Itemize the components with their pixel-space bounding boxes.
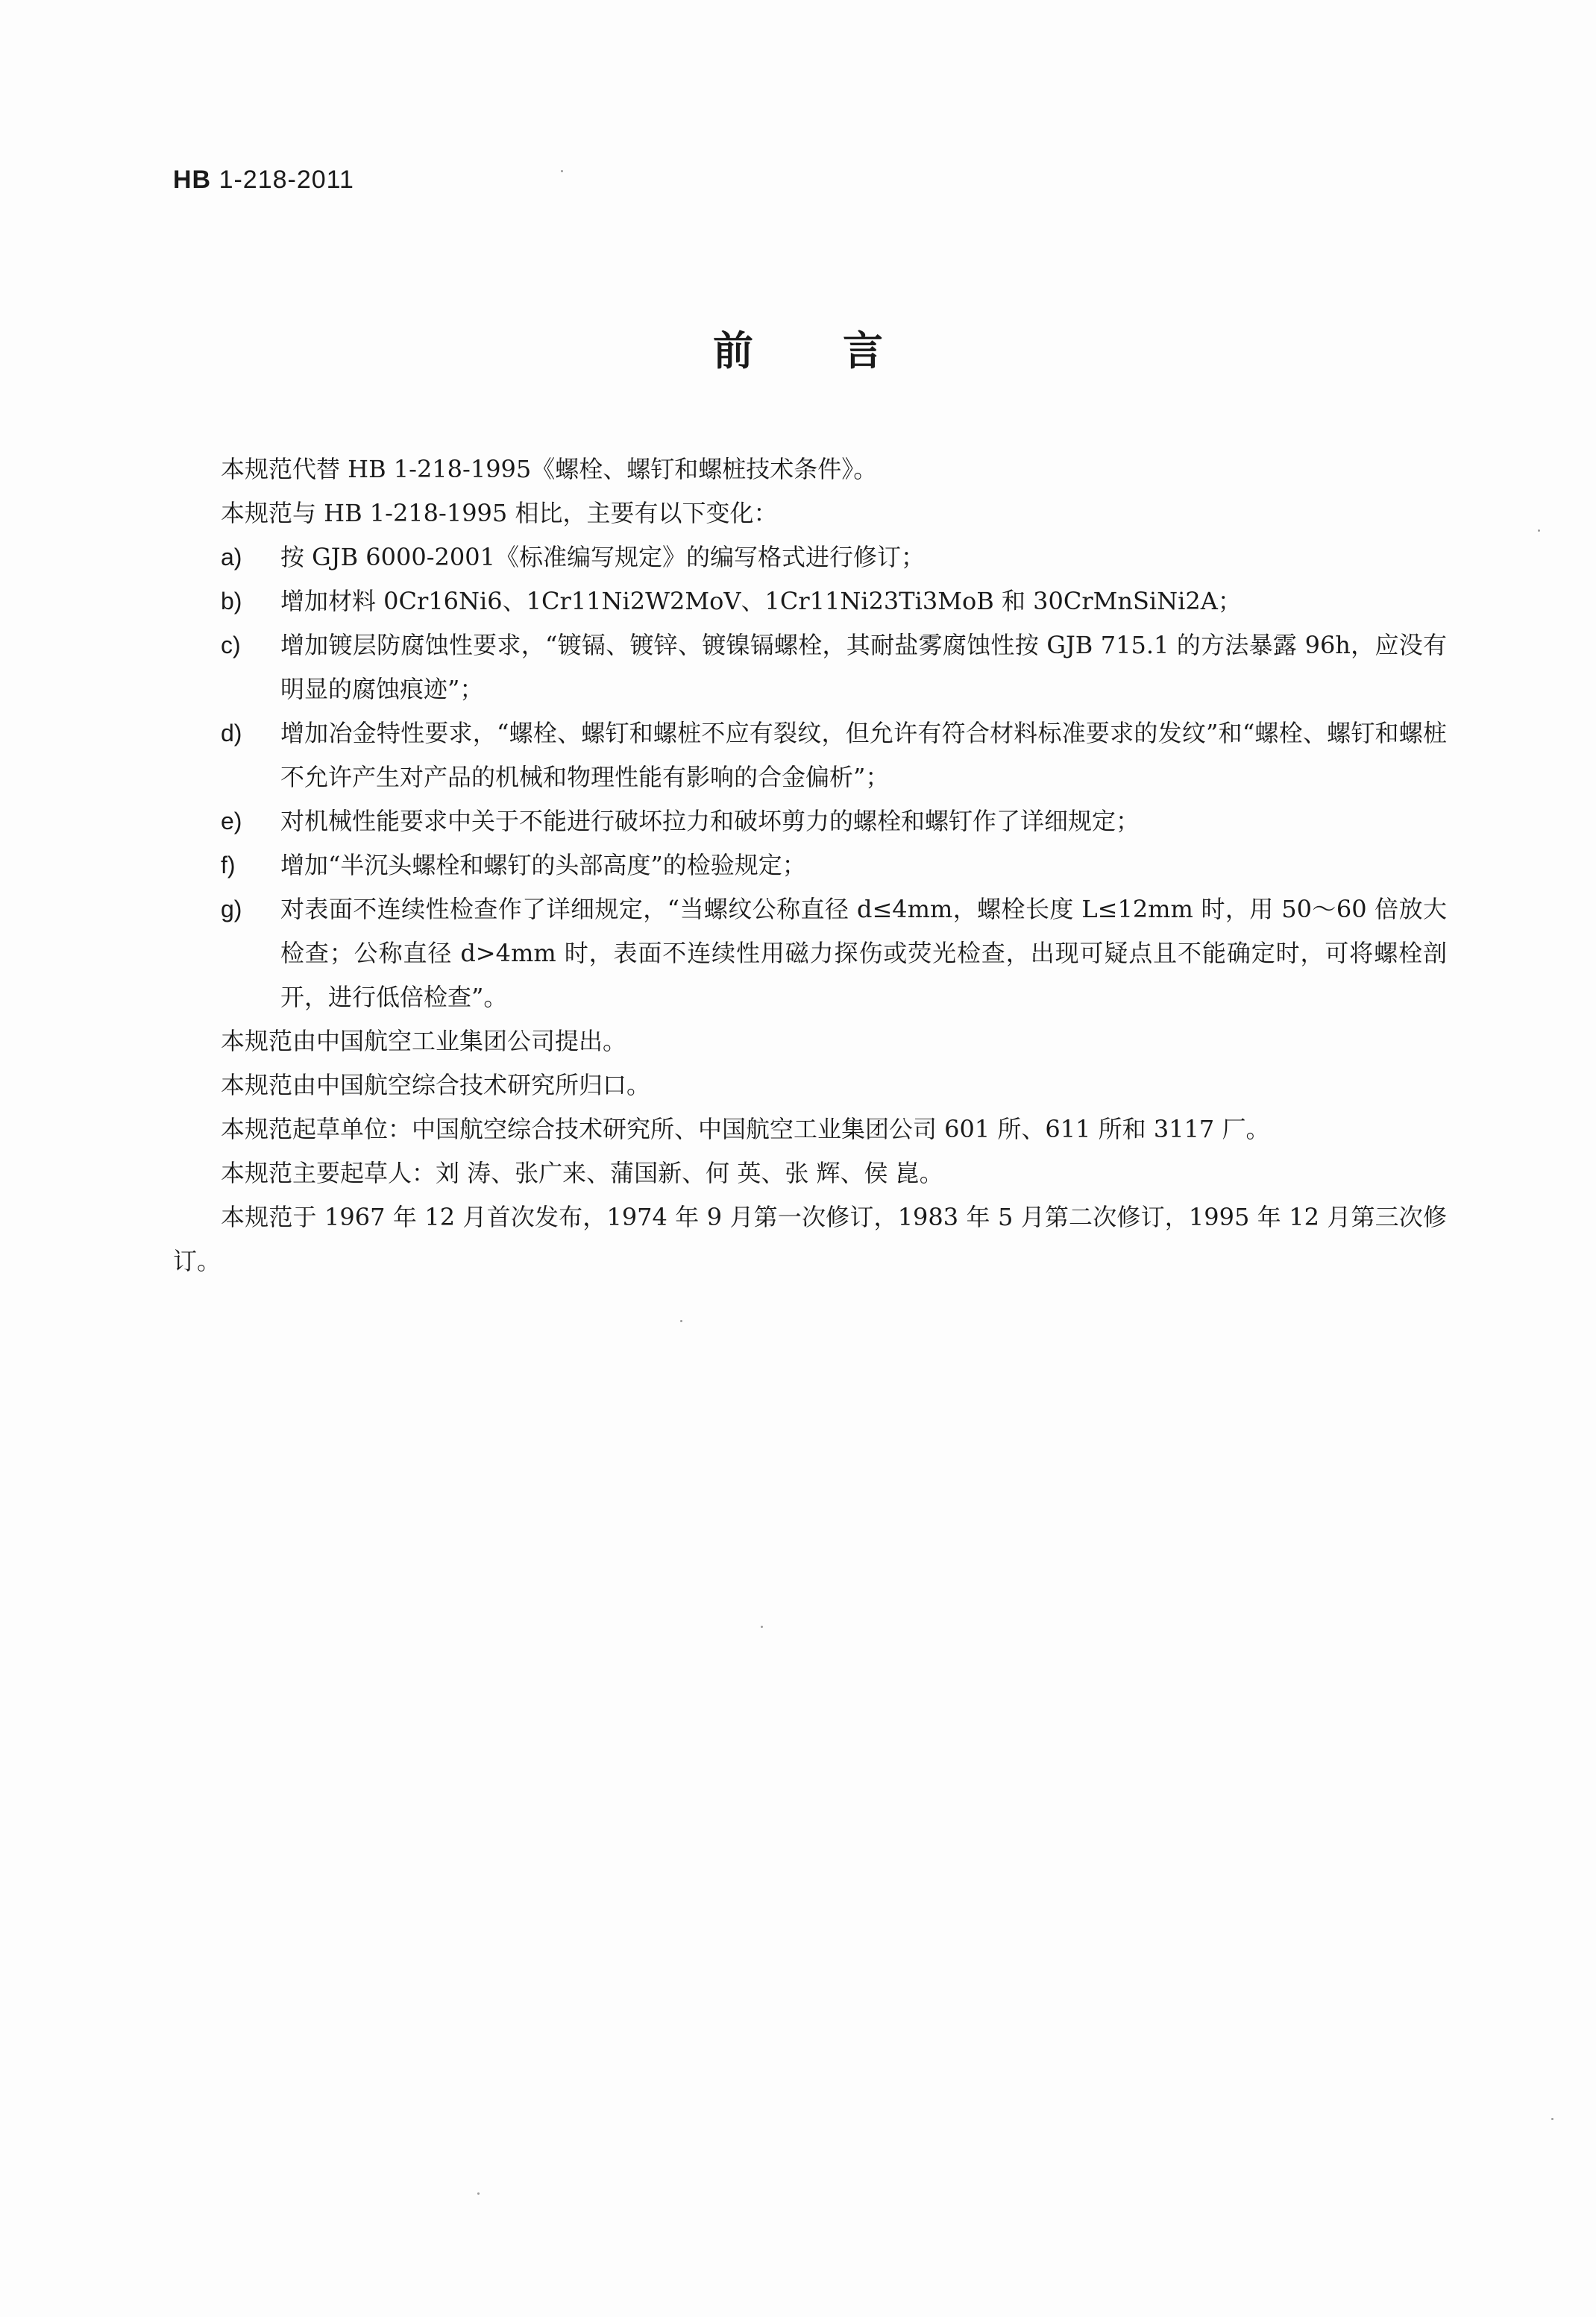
scan-speck — [680, 1320, 682, 1322]
change-item-b — [173, 579, 1447, 623]
change-item-e — [173, 799, 1447, 843]
change-item-mark: g) — [221, 896, 242, 922]
scan-speck — [477, 2192, 480, 2195]
change-item-text: 增加冶金特性要求，“螺栓、螺钉和螺桩不应有裂纹，但允许有符合材料标准要求的发纹”和“螺栓、螺钉和螺桩不允许产生对产品的机械和物理性能有影响的合金偏析”； — [280, 719, 1447, 791]
change-item-c — [173, 623, 1447, 711]
change-item-mark: b) — [221, 588, 242, 614]
change-item-text: 增加“半沉头螺栓和螺钉的头部高度”的检验规定； — [280, 851, 806, 879]
change-item-mark: f) — [221, 852, 236, 878]
document-code-prefix: HB — [173, 166, 212, 194]
scan-speck — [1538, 529, 1540, 532]
change-item-text: 对表面不连续性检查作了详细规定，“当螺纹公称直径 d≤4mm，螺栓长度 L≤12mm 时，用 50～60 倍放大检查；公称直径 d>4mm 时，表面不连续性用磁力探伤或荧光检查，出现可疑点且不能确定时，可将螺栓剖开，进行低倍检查”。 — [280, 895, 1447, 1011]
drafting-units-paragraph: 本规范起草单位：中国航空综合技术研究所、中国航空工业集团公司 601 所、611 所和 3117 厂。 — [221, 1115, 1270, 1143]
scan-speck — [761, 1626, 763, 1628]
change-item-mark: e) — [221, 808, 242, 834]
page-title: 前言 — [713, 327, 973, 374]
scan-speck — [1551, 2118, 1553, 2120]
intro-paragraph-1: 本规范代替 HB 1-218-1995《螺栓、螺钉和螺桩技术条件》。 — [221, 455, 878, 483]
change-item-mark: a) — [221, 544, 242, 570]
change-item-d — [173, 711, 1447, 799]
proposer-paragraph: 本规范由中国航空工业集团公司提出。 — [221, 1027, 627, 1055]
drafters-paragraph: 本规范主要起草人：刘 涛、张广来、蒲国新、何 英、张 辉、侯 崑。 — [221, 1159, 943, 1187]
custodian-paragraph: 本规范由中国航空综合技术研究所归口。 — [221, 1071, 651, 1099]
document-code — [173, 166, 354, 195]
change-item-a — [173, 535, 1447, 579]
change-item-mark: c) — [221, 632, 241, 658]
change-item-text: 对机械性能要求中关于不能进行破坏拉力和破坏剪力的螺栓和螺钉作了详细规定； — [280, 807, 1140, 835]
change-item-text: 增加镀层防腐蚀性要求，“镀镉、镀锌、镀镍镉螺栓，其耐盐雾腐蚀性按 GJB 715.1 的方法暴露 96h，应没有明显的腐蚀痕迹”； — [280, 631, 1447, 703]
change-item-mark: d) — [221, 720, 242, 746]
change-item-text: 增加材料 0Cr16Ni6、1Cr11Ni2W2MoV、1Cr11Ni23Ti3MoB 和 30CrMnSiNi2A； — [280, 587, 1242, 615]
change-item-f — [173, 843, 1447, 887]
intro-paragraph-2: 本规范与 HB 1-218-1995 相比，主要有以下变化： — [221, 499, 778, 527]
document-code-number: 1-218-2011 — [219, 166, 354, 194]
scan-speck — [561, 170, 563, 172]
revision-history-paragraph: 本规范于 1967 年 12 月首次发布，1974 年 9 月第一次修订，1983 年 5 月第二次修订，1995 年 12 月第三次修订。 — [173, 1203, 1447, 1275]
foreword-body — [173, 447, 1447, 1283]
change-item-g — [173, 887, 1447, 1019]
change-item-text: 按 GJB 6000-2001《标准编写规定》的编写格式进行修订； — [280, 543, 925, 571]
